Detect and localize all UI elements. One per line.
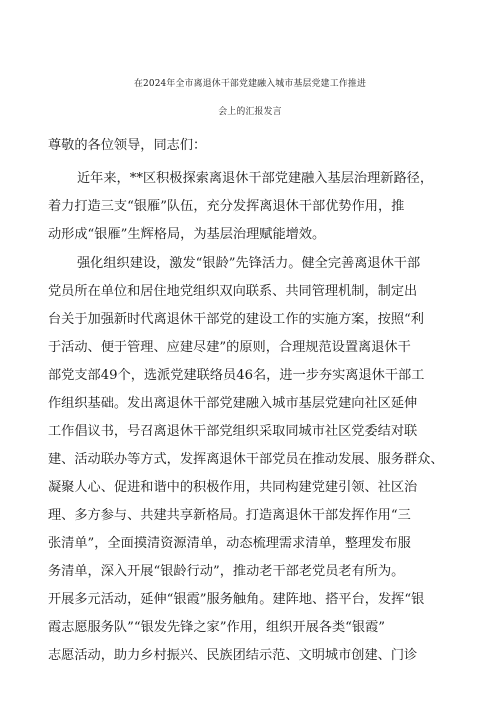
paragraph-2-line: 凝聚人心、促进和谐中的积极作用，共同构建党建引领、社区治 [48, 480, 418, 495]
paragraph-2-line: 台关于加强新时代离退休干部党的建设工作的实施方案，按照“利 [48, 312, 424, 327]
paragraph-1-line: 着力打造三支“银雁”队伍，充分发挥离退休干部优势作用，推 [48, 199, 405, 214]
salutation: 尊敬的各位领导，同志们： [48, 138, 207, 153]
paragraph-2-line: 开展多元活动，延伸“银霞”服务触角。建阵地、搭平台，发挥“银 [48, 592, 425, 607]
paragraph-1-line: 近年来，**区积极探索离退休干部党建融入基层治理新路径， [77, 171, 434, 186]
paragraph-2-line: 霞志愿服务队”“银发先锋之家”作用，组织开展各类“银霞” [48, 620, 386, 635]
paragraph-2-line: 志愿活动，助力乡村振兴、民族团结示范、文明城市创建、门诊 [48, 648, 418, 663]
paragraph-2-line: 党员所在单位和居住地党组织双向联系、共同管理机制，制定出 [48, 284, 418, 299]
document-title-line-2: 会上的汇报发言 [218, 107, 282, 117]
paragraph-2-line: 建、活动联办等方式，发挥离退休干部党员在推动发展、服务群众、 [48, 452, 444, 467]
document-title-line-1: 在2024年全市离退休干部党建融入城市基层党建工作推进 [133, 79, 367, 89]
paragraph-2-line: 工作倡议书，号召离退休干部党组织采取同城市社区党委结对联 [48, 424, 418, 439]
paragraph-2-line: 强化组织建设，激发“银龄”先锋活力。健全完善离退休干部 [77, 256, 421, 271]
paragraph-2-line: 作组织基础。发出离退休干部党建融入城市基层党建向社区延伸 [48, 396, 418, 411]
paragraph-2-line: 务清单，深入开展“银龄行动”，推动老干部老党员老有所为。 [48, 564, 405, 579]
paragraph-1-line: 动形成“银雁”生辉格局，为基层治理赋能增效。 [48, 227, 326, 242]
paragraph-2-line: 张清单”，全面摸清资源清单，动态梳理需求清单，整理发布服 [48, 536, 411, 551]
paragraph-2-line: 理、多方参与、共建共享新格局。打造离退休干部发挥作用“三 [48, 508, 411, 523]
paragraph-2-line: 于活动、便于管理、应建尽建”的原则，合理规范设置离退休干 [48, 340, 411, 355]
paragraph-2-line: 部党支部49个，选派党建联络员46名，进一步夯实离退休干部工 [48, 368, 425, 383]
